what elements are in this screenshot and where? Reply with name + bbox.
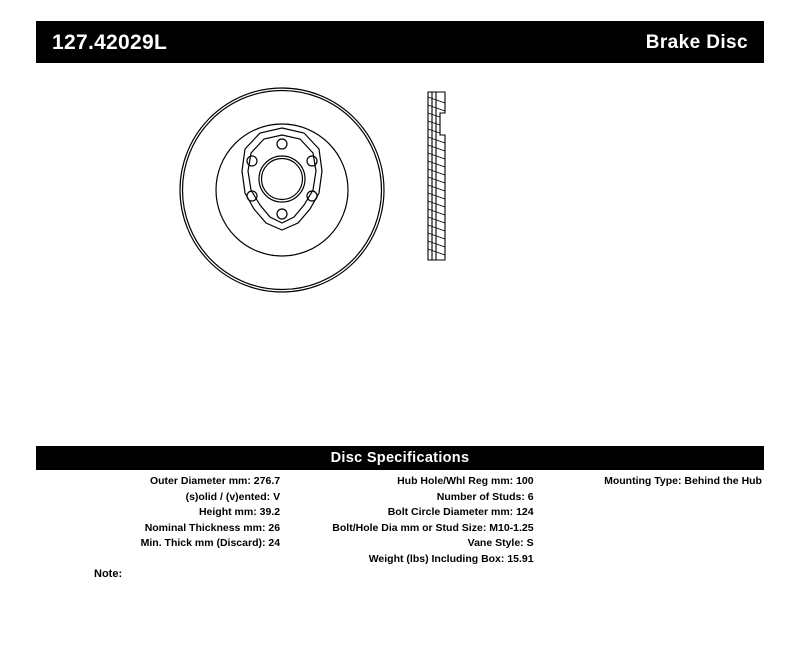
spec-row: Nominal Thickness mm: 26	[144, 521, 281, 534]
note-area	[36, 569, 764, 609]
braking-surface-inner	[216, 124, 348, 256]
spec-row: Min. Thick mm (Discard): 24	[140, 537, 281, 550]
spec-column-left	[36, 474, 298, 552]
hub-flange-outline-inner	[248, 135, 316, 223]
rotor-cross-section	[428, 92, 445, 260]
spec-row: Hub Hole/Whl Reg mm: 100	[397, 475, 534, 487]
spec-columns	[36, 474, 764, 568]
spec-row: Vane Style: S	[467, 537, 534, 550]
stud-hole	[307, 156, 317, 166]
rotor-outer-edge-inner	[183, 91, 382, 290]
hub-flange-outline	[242, 128, 322, 230]
header-bar	[36, 21, 764, 63]
part-number: 127.42029L	[52, 30, 168, 54]
spec-title: Disc Specifications	[330, 449, 470, 466]
hub-center-hole	[259, 156, 305, 202]
product-drawing	[36, 75, 764, 430]
brake-rotor-drawing	[36, 75, 764, 430]
spec-column-middle	[298, 474, 546, 568]
note-label: Note:	[94, 568, 123, 580]
spec-row: Bolt/Hole Dia mm or Stud Size: M10-1.25	[332, 521, 534, 534]
spec-column-right	[546, 474, 764, 490]
spec-row: Number of Studs: 6	[436, 490, 534, 503]
spec-row: Bolt Circle Diameter mm: 124	[387, 506, 534, 519]
stud-hole	[277, 209, 287, 219]
rotor-outer-edge	[180, 88, 384, 292]
hub-center-hole-inner	[262, 159, 303, 200]
spec-row: Height mm: 39.2	[198, 506, 281, 519]
spec-row: Mounting Type: Behind the Hub	[604, 475, 762, 487]
spec-row: (s)olid / (v)ented: V	[185, 490, 281, 503]
spec-row: Weight (lbs) Including Box: 15.91	[368, 552, 534, 565]
spec-row: Outer Diameter mm: 276.7	[149, 475, 281, 487]
stud-hole	[247, 156, 257, 166]
product-type-label: Brake Disc	[645, 31, 748, 53]
spec-title-bar	[36, 446, 764, 470]
stud-hole	[277, 139, 287, 149]
